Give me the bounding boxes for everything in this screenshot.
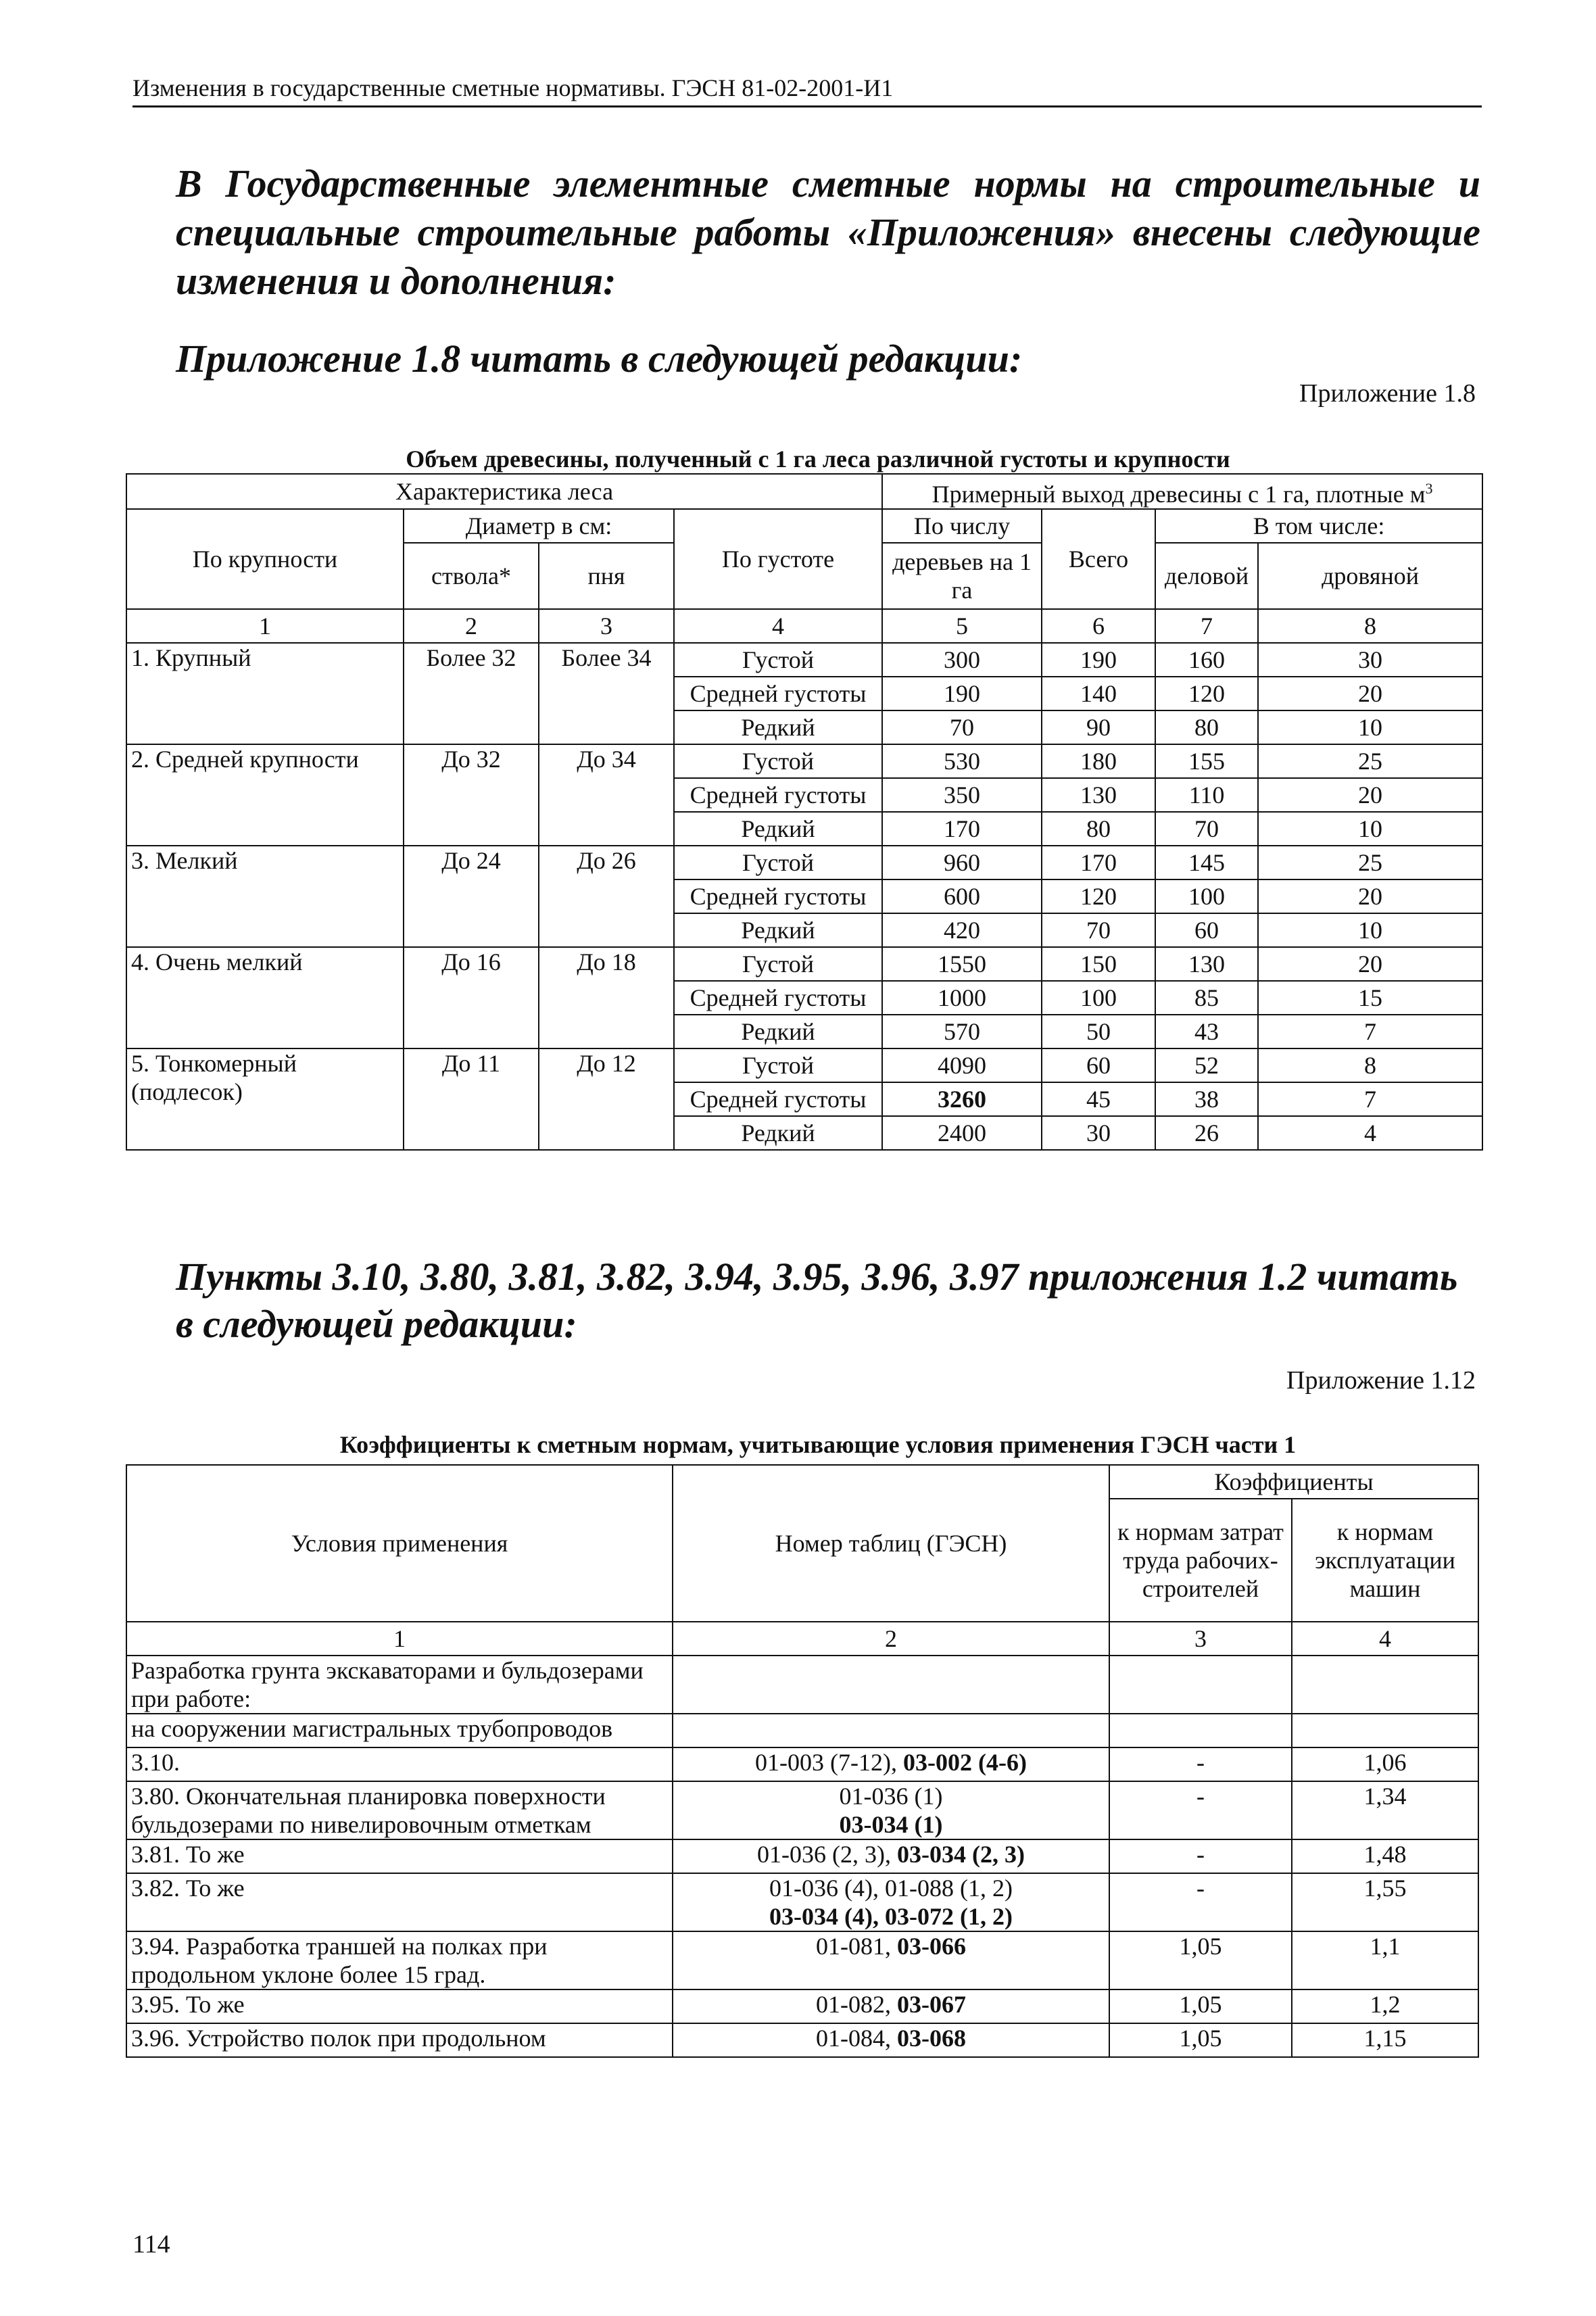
header-by-density: По густоте: [674, 509, 882, 609]
cell-business: 120: [1155, 677, 1258, 710]
header-total: Всего: [1042, 509, 1155, 609]
table-numbers-regular: 01-003 (7-12),: [755, 1749, 903, 1776]
cell-trees: 1550: [882, 947, 1042, 981]
cell-firewood: 7: [1258, 1082, 1482, 1116]
coefficients-table: [126, 1464, 1479, 2058]
cell-trunk: До 24: [404, 846, 539, 947]
table-row: [126, 1931, 1478, 1989]
cell-density: Редкий: [674, 812, 882, 846]
cell-stump: До 12: [539, 1048, 674, 1150]
cell-firewood: 8: [1258, 1048, 1482, 1082]
cell-trees: 170: [882, 812, 1042, 846]
col-num: 3: [1109, 1622, 1292, 1656]
cell-firewood: 10: [1258, 710, 1482, 744]
table-numbers-bold: 03-034 (1): [839, 1811, 943, 1838]
table-row: [126, 947, 1482, 981]
cell-table-numbers: [673, 1839, 1109, 1873]
cell-firewood: 20: [1258, 677, 1482, 710]
cell-density: Средней густоты: [674, 677, 882, 710]
cell-density: Средней густоты: [674, 981, 882, 1015]
cell-business: 60: [1155, 913, 1258, 947]
cell-labor: -: [1109, 1839, 1292, 1873]
col-num: 8: [1258, 609, 1482, 643]
header-trunk: ствола*: [404, 543, 539, 609]
cell-machines: [1292, 1714, 1478, 1747]
cell-density: Редкий: [674, 710, 882, 744]
cell-table-numbers: [673, 1747, 1109, 1781]
cell-firewood: 4: [1258, 1116, 1482, 1150]
cell-total: 100: [1042, 981, 1155, 1015]
table-row: [126, 1747, 1478, 1781]
cell-condition: 3.82. То же: [126, 1873, 673, 1931]
table1-title: Объем древесины, полученный с 1 га леса различной густоты и крупности: [406, 445, 1230, 473]
cell-table-numbers: [673, 1656, 1109, 1714]
cell-table-numbers: [673, 2023, 1109, 2057]
cell-total: 120: [1042, 879, 1155, 913]
col-num: 1: [126, 1622, 673, 1656]
cell-table-numbers: [673, 1873, 1109, 1931]
cell-firewood: 10: [1258, 812, 1482, 846]
cell-business: 130: [1155, 947, 1258, 981]
cell-stump: До 34: [539, 744, 674, 846]
cell-machines: 1,2: [1292, 1989, 1478, 2023]
cell-firewood: 20: [1258, 879, 1482, 913]
cell-business: 145: [1155, 846, 1258, 879]
col-num: 4: [674, 609, 882, 643]
cell-total: 60: [1042, 1048, 1155, 1082]
table-numbers-bold: 03-068: [897, 2025, 966, 2052]
table-numbers-regular: 01-036 (4), 01-088 (1, 2): [769, 1875, 1013, 1902]
header-table-numbers: Номер таблиц (ГЭСН): [673, 1465, 1109, 1622]
cell-trunk: До 16: [404, 947, 539, 1048]
table-row: [126, 1656, 1478, 1714]
cell-business: 85: [1155, 981, 1258, 1015]
cell-firewood: 20: [1258, 778, 1482, 812]
cell-trees: 300: [882, 643, 1042, 677]
cell-trees: 1000: [882, 981, 1042, 1015]
col-num: 2: [404, 609, 539, 643]
cell-firewood: 15: [1258, 981, 1482, 1015]
cell-business: 38: [1155, 1082, 1258, 1116]
table-row: [126, 1048, 1482, 1082]
header-by-number: По числу: [882, 509, 1042, 543]
cell-machines: 1,06: [1292, 1747, 1478, 1781]
cell-density: Густой: [674, 947, 882, 981]
col-num: 6: [1042, 609, 1155, 643]
cell-machines: [1292, 1656, 1478, 1714]
cell-total: 130: [1042, 778, 1155, 812]
cell-trunk: До 11: [404, 1048, 539, 1150]
cell-condition: 3.94. Разработка траншей на полках при продольном уклоне более 15 град.: [126, 1931, 673, 1989]
cell-table-numbers: [673, 1931, 1109, 1989]
running-header: Изменения в государственные сметные нормативы. ГЭСН 81-02-2001-И1: [132, 73, 1482, 107]
col-num: 2: [673, 1622, 1109, 1656]
cell-business: 100: [1155, 879, 1258, 913]
cell-total: 80: [1042, 812, 1155, 846]
cell-trees: 3260: [882, 1082, 1042, 1116]
cell-business: 52: [1155, 1048, 1258, 1082]
table-row: [126, 1873, 1478, 1931]
cell-trees: 350: [882, 778, 1042, 812]
cell-machines: 1,1: [1292, 1931, 1478, 1989]
cell-business: 160: [1155, 643, 1258, 677]
intro-paragraph: В Государственные элементные сметные нормы на строительные и специальные строительные работы «Приложения» внесены следующие изменения и дополнения:: [176, 162, 1480, 303]
header-stump: пня: [539, 543, 674, 609]
cell-stump: Более 34: [539, 643, 674, 744]
page-number: 114: [132, 2230, 170, 2259]
cell-labor: 1,05: [1109, 2023, 1292, 2057]
cell-condition: 3.81. То же: [126, 1839, 673, 1873]
appendix-ref-1-12: Приложение 1.12: [1286, 1366, 1476, 1395]
table-numbers-bold: 03-034 (2, 3): [897, 1841, 1025, 1868]
cell-labor: [1109, 1714, 1292, 1747]
cell-size: 1. Крупный: [126, 643, 404, 744]
cell-density: Редкий: [674, 1015, 882, 1048]
table-row: [126, 1714, 1478, 1747]
cell-labor: -: [1109, 1781, 1292, 1839]
cell-trees: 70: [882, 710, 1042, 744]
cell-trees: 530: [882, 744, 1042, 778]
cell-trees: 190: [882, 677, 1042, 710]
header-by-size: По крупности: [126, 509, 404, 609]
cell-total: 140: [1042, 677, 1155, 710]
header-conditions: Условия применения: [126, 1465, 673, 1622]
cell-trees: 2400: [882, 1116, 1042, 1150]
cell-trunk: До 32: [404, 744, 539, 846]
table-numbers-regular: 01-082,: [816, 1991, 897, 2018]
cell-density: Средней густоты: [674, 1082, 882, 1116]
cell-condition: Разработка грунта экскаваторами и бульдозерами при работе:: [126, 1656, 673, 1714]
header-diameter: Диаметр в см:: [404, 509, 674, 543]
table-row: [126, 1781, 1478, 1839]
section1-heading: Приложение 1.8 читать в следующей редакции:: [176, 337, 1023, 381]
header-coefficients: Коэффициенты: [1109, 1465, 1478, 1499]
table-numbers-regular: 01-081,: [816, 1933, 897, 1960]
cell-density: Редкий: [674, 913, 882, 947]
cell-density: Густой: [674, 744, 882, 778]
cell-condition: 3.80. Окончательная планировка поверхности бульдозерами по нивелировочным отметкам: [126, 1781, 673, 1839]
cell-total: 190: [1042, 643, 1155, 677]
header-firewood: дровяной: [1258, 543, 1482, 609]
table-numbers-regular: 01-036 (2, 3),: [757, 1841, 897, 1868]
col-num: 4: [1292, 1622, 1478, 1656]
header-including: В том числе:: [1155, 509, 1482, 543]
cell-density: Густой: [674, 1048, 882, 1082]
col-num: 7: [1155, 609, 1258, 643]
cell-density: Густой: [674, 846, 882, 879]
table-numbers-regular: 01-084,: [816, 2025, 897, 2052]
cell-total: 170: [1042, 846, 1155, 879]
cell-density: Средней густоты: [674, 778, 882, 812]
cell-business: 155: [1155, 744, 1258, 778]
table-numbers-regular: 01-036 (1): [839, 1783, 943, 1810]
cell-total: 150: [1042, 947, 1155, 981]
cell-density: Густой: [674, 643, 882, 677]
cell-size: 5. Тонкомерный (подлесок): [126, 1048, 404, 1150]
cell-business: 26: [1155, 1116, 1258, 1150]
cell-business: 110: [1155, 778, 1258, 812]
table-numbers-bold: 03-067: [897, 1991, 966, 2018]
cell-trees: 570: [882, 1015, 1042, 1048]
cell-firewood: 7: [1258, 1015, 1482, 1048]
cell-size: 3. Мелкий: [126, 846, 404, 947]
cell-business: 43: [1155, 1015, 1258, 1048]
cell-total: 45: [1042, 1082, 1155, 1116]
table-row: [126, 846, 1482, 879]
table-row: [126, 744, 1482, 778]
cell-trees: 4090: [882, 1048, 1042, 1082]
table-row: [126, 1989, 1478, 2023]
cell-machines: 1,34: [1292, 1781, 1478, 1839]
cell-firewood: 20: [1258, 947, 1482, 981]
cell-condition: 3.95. То же: [126, 1989, 673, 2023]
table-row: [126, 643, 1482, 677]
cell-machines: 1,55: [1292, 1873, 1478, 1931]
wood-volume-table: [126, 473, 1483, 1151]
cell-condition: 3.10.: [126, 1747, 673, 1781]
header-labor: к нормам затрат труда рабочих-строителей: [1109, 1499, 1292, 1622]
cell-total: 50: [1042, 1015, 1155, 1048]
cell-size: 4. Очень мелкий: [126, 947, 404, 1048]
cell-firewood: 25: [1258, 846, 1482, 879]
cell-density: Средней густоты: [674, 879, 882, 913]
cell-table-numbers: [673, 1989, 1109, 2023]
cell-total: 30: [1042, 1116, 1155, 1150]
col-num: 5: [882, 609, 1042, 643]
header-trees-per-ha: деревьев на 1 га: [882, 543, 1042, 609]
cell-condition: 3.96. Устройство полок при продольном: [126, 2023, 673, 2057]
cell-business: 80: [1155, 710, 1258, 744]
cell-trees: 600: [882, 879, 1042, 913]
cell-labor: -: [1109, 1873, 1292, 1931]
cell-density: Редкий: [674, 1116, 882, 1150]
table-row: [126, 1839, 1478, 1873]
header-approx-yield: Примерный выход древесины с 1 га, плотные $м^3$: [882, 474, 1482, 509]
cell-table-numbers: [673, 1714, 1109, 1747]
cell-total: 180: [1042, 744, 1155, 778]
section2-heading: Пункты 3.10, 3.80, 3.81, 3.82, 3.94, 3.95, 3.96, 3.97 приложения 1.2 читать в следующей редакции:: [176, 1255, 1458, 1346]
cell-labor: 1,05: [1109, 1931, 1292, 1989]
cell-stump: До 26: [539, 846, 674, 947]
col-num: 3: [539, 609, 674, 643]
cell-condition: на сооружении магистральных трубопроводов: [126, 1714, 673, 1747]
cell-machines: 1,48: [1292, 1839, 1478, 1873]
cell-trees: 960: [882, 846, 1042, 879]
cell-labor: 1,05: [1109, 1989, 1292, 2023]
cell-total: 90: [1042, 710, 1155, 744]
cell-table-numbers: [673, 1781, 1109, 1839]
appendix-ref-1-8: Приложение 1.8: [1299, 379, 1476, 408]
cell-business: 70: [1155, 812, 1258, 846]
header-business: деловой: [1155, 543, 1258, 609]
table2-title: Коэффициенты к сметным нормам, учитывающие условия применения ГЭСН части 1: [339, 1431, 1297, 1458]
cell-firewood: 10: [1258, 913, 1482, 947]
header-machines: к нормам эксплуатации машин: [1292, 1499, 1478, 1622]
cell-trees: 420: [882, 913, 1042, 947]
header-forest-char: Характеристика леса: [126, 474, 882, 509]
cell-firewood: 30: [1258, 643, 1482, 677]
table-row: [126, 2023, 1478, 2057]
cell-size: 2. Средней крупности: [126, 744, 404, 846]
cell-firewood: 25: [1258, 744, 1482, 778]
table-numbers-bold: 03-002 (4-6): [903, 1749, 1027, 1776]
table-numbers-bold: 03-034 (4), 03-072 (1, 2): [769, 1903, 1013, 1930]
cell-machines: 1,15: [1292, 2023, 1478, 2057]
col-num: 1: [126, 609, 404, 643]
table-numbers-bold: 03-066: [897, 1933, 966, 1960]
cell-trunk: Более 32: [404, 643, 539, 744]
cell-labor: -: [1109, 1747, 1292, 1781]
cell-stump: До 18: [539, 947, 674, 1048]
cell-total: 70: [1042, 913, 1155, 947]
cell-labor: [1109, 1656, 1292, 1714]
